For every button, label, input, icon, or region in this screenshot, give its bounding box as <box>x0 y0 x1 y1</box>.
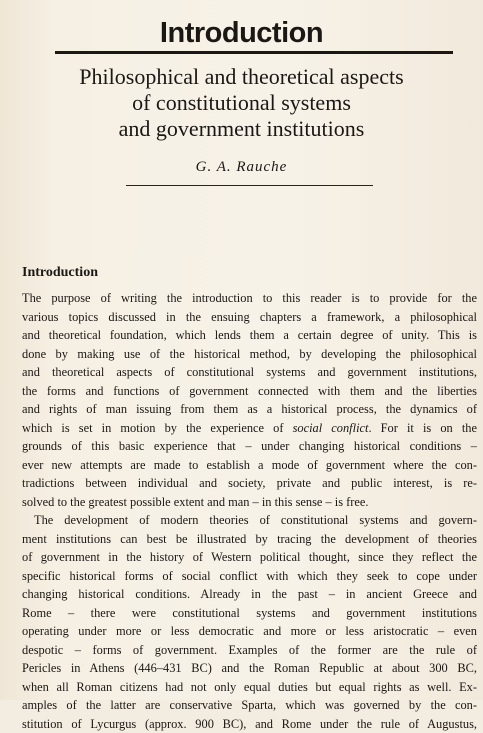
title-underline <box>55 51 453 54</box>
subtitle-line: Philosophical and theoretical aspects <box>20 64 463 90</box>
text-line: solved to the greatest possible extent and man – in this sense – is free. <box>22 493 477 512</box>
author-name: G. A. Rauche <box>0 159 483 176</box>
text-line: stitution of Lycurgus (approx. 900 BC), and Rome under the rule of Augustus, <box>22 715 477 733</box>
text-line: grounds of this basic experience that – under changing historical conditions – <box>22 437 477 456</box>
text-line: changing historical conditions. Already in the past – in ancient Greece and <box>22 585 477 604</box>
author-divider <box>126 185 373 186</box>
text-line: and rights of man issuing from them as a historical process, the dynamics of <box>22 400 477 419</box>
chapter-title: Introduction <box>0 16 483 50</box>
text-line: tradictions between individual and society, private and public interest, is re- <box>22 474 477 493</box>
text-line: The purpose of writing the introduction to this reader is to provide for the <box>22 289 477 308</box>
text-line: various topics discussed in the ensuing chapters a framework, a philosophical <box>22 308 477 327</box>
text-line: and theoretical aspects of constitutional systems and government institutions, <box>22 363 477 382</box>
subtitle-line: and government institutions <box>20 116 463 142</box>
text-line: operating under more or less democratic and more or less aristocratic – even <box>22 622 477 641</box>
subtitle-line: of constitutional systems <box>20 90 463 116</box>
chapter-subtitle <box>20 64 463 142</box>
text-line: ever new attempts are made to establish a mode of government where the con- <box>22 456 477 475</box>
text-line: Rome – there were constitutional systems and government institutions <box>22 604 477 623</box>
text-segment: . For it is on the <box>368 421 477 435</box>
text-line: when all Roman citizens had not only equal duties but equal rights as well. Ex- <box>22 678 477 697</box>
text-line: done by making use of the historical method, by developing the philosophical <box>22 345 477 364</box>
text-segment: which is set in motion by the experience of <box>22 421 293 435</box>
text-line: the forms and functions of government connected with them and the liberties <box>22 382 477 401</box>
emphasis-social-conflict: social conflict <box>293 421 369 435</box>
text-line: amples of the latter are conservative Sparta, which was governed by the con- <box>22 696 477 715</box>
text-line: Pericles in Athens (446–431 BC) and the Roman Republic at about 300 BC, <box>22 659 477 678</box>
text-line: ment institutions can best be illustrated by tracing the development of theories <box>22 530 477 549</box>
text-line: The development of modern theories of constitutional systems and govern- <box>22 511 477 530</box>
text-line: despotic – forms of government. Examples of the former are the rule of <box>22 641 477 660</box>
text-line: of government in the history of Western political thought, since they reflect the <box>22 548 477 567</box>
text-line: and theoretical foundation, which lends them a certain degree of unity. This is <box>22 326 477 345</box>
section-heading: Introduction <box>22 265 98 281</box>
body-text <box>22 289 477 733</box>
text-line: specific historical forms of social conflict with which they seek to cope under <box>22 567 477 586</box>
text-line-with-emphasis <box>22 419 477 438</box>
